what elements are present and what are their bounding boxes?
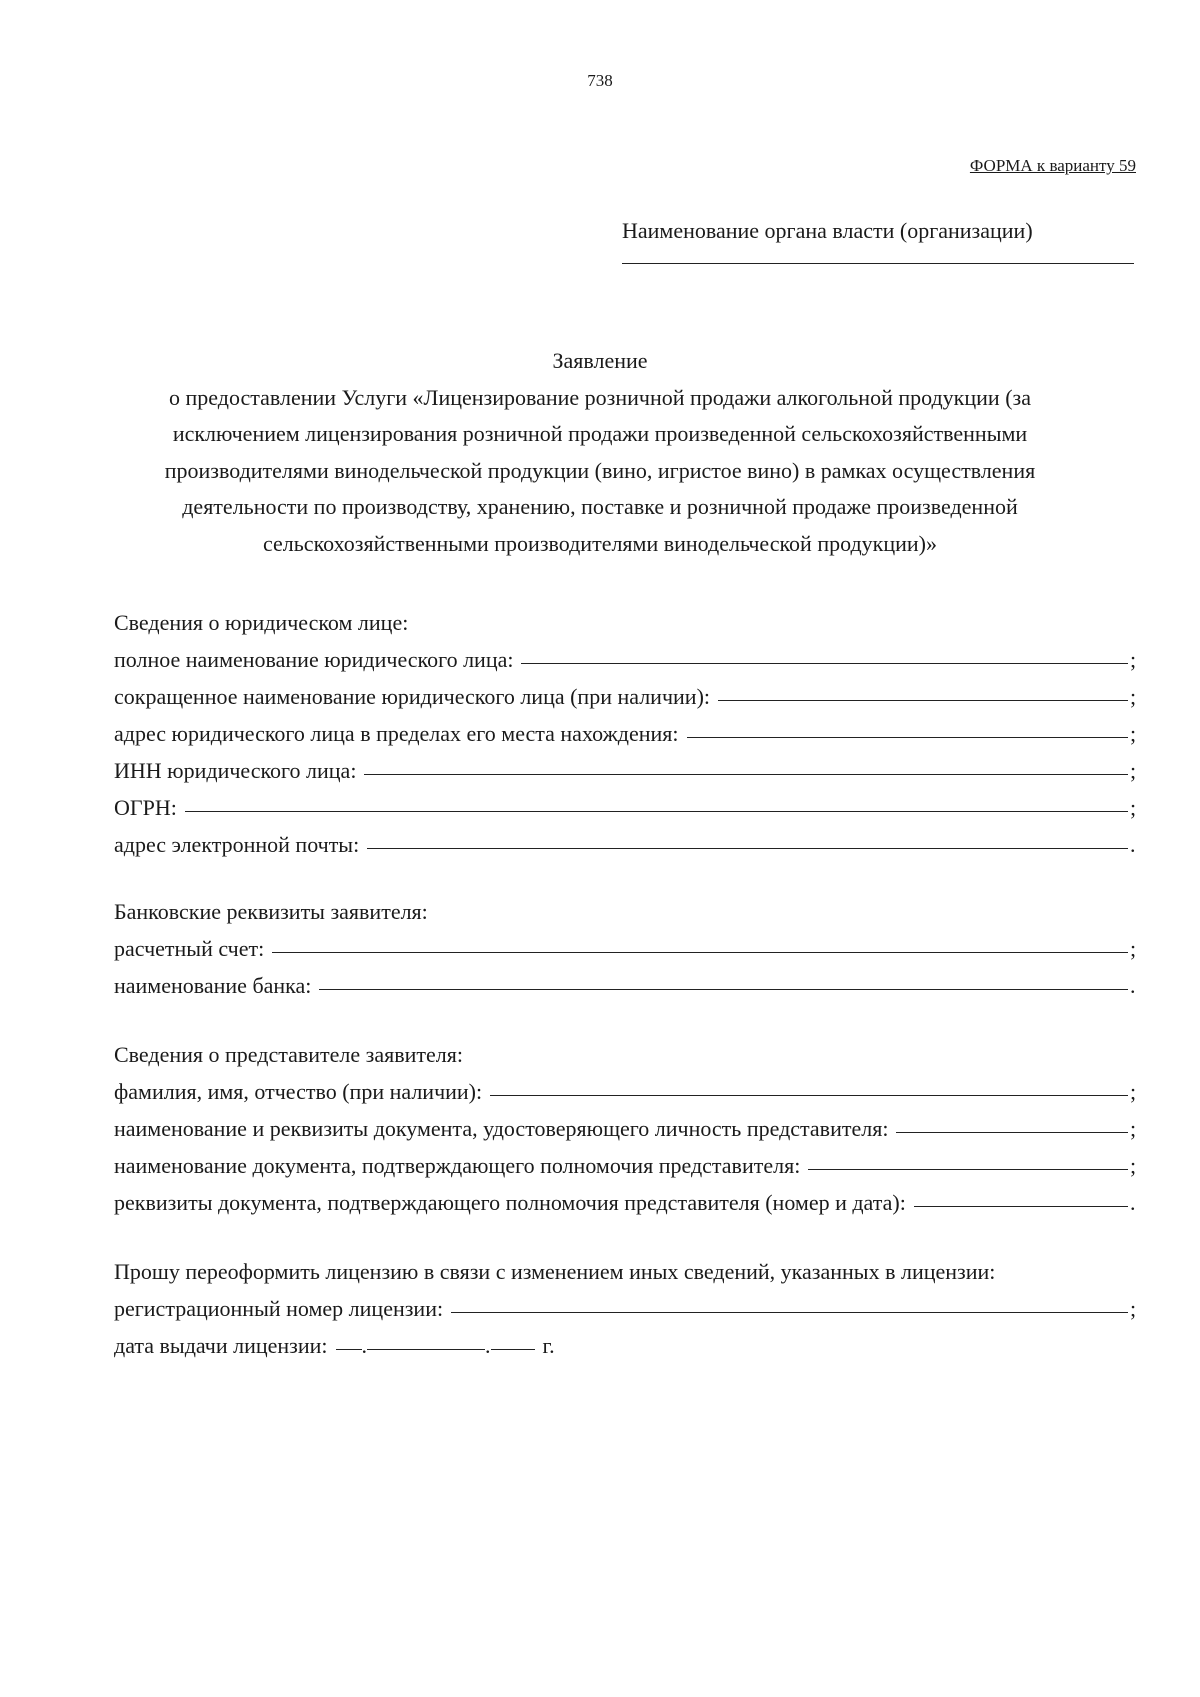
date-day-field[interactable] — [336, 1327, 362, 1350]
field-end: ; — [1130, 684, 1137, 709]
rep-name-row — [114, 1073, 1140, 1110]
application-title — [120, 343, 1080, 562]
email-row — [114, 826, 1140, 863]
title-line: о предоставлении Услуги «Лицензирование розничной продажи алкогольной продукции (за — [169, 384, 1031, 410]
account-field[interactable] — [272, 930, 1128, 953]
field-end: ; — [1130, 936, 1137, 961]
field-end: . — [1130, 1190, 1136, 1215]
field-label: фамилия, имя, отчество (при наличии): — [114, 1079, 483, 1104]
authority-label: Наименование органа власти (организации) — [622, 218, 1033, 243]
authority-block — [622, 216, 1134, 264]
address-field[interactable] — [687, 715, 1128, 738]
authority-name-field[interactable] — [622, 263, 1134, 264]
license-number-field[interactable] — [451, 1290, 1128, 1313]
title-line: сельскохозяйственными производителями винодельческой продукции)» — [263, 530, 937, 556]
request-section — [114, 1253, 1140, 1364]
bank-name-field[interactable] — [319, 967, 1128, 990]
title-heading: Заявление — [552, 348, 648, 373]
form-reference: ФОРМА к варианту 59 — [969, 156, 1136, 175]
field-label: сокращенное наименование юридического лица (при наличии): — [114, 684, 711, 709]
rep-authority-doc-row — [114, 1147, 1140, 1184]
section-heading: Сведения о представителе заявителя: — [114, 1042, 463, 1067]
field-label: ИНН юридического лица: — [114, 758, 357, 783]
rep-name-field[interactable] — [490, 1073, 1128, 1096]
rep-authority-details-field[interactable] — [914, 1184, 1128, 1207]
ogrn-row — [114, 789, 1140, 826]
email-field[interactable] — [367, 826, 1128, 849]
rep-id-doc-row — [114, 1110, 1140, 1147]
title-line: производителями винодельческой продукции (вино, игристое вино) в рамках осуществления — [164, 457, 1036, 483]
field-label: наименование документа, подтверждающего полномочия представителя: — [114, 1153, 801, 1178]
inn-row — [114, 752, 1140, 789]
inn-field[interactable] — [364, 752, 1128, 775]
field-label: дата выдачи лицензии: — [114, 1333, 328, 1358]
full-name-row — [114, 641, 1140, 678]
field-label: полное наименование юридического лица: — [114, 647, 514, 672]
bank-section — [114, 893, 1140, 1004]
short-name-field[interactable] — [718, 678, 1128, 701]
field-end: ; — [1130, 647, 1137, 672]
license-date-row — [114, 1327, 1140, 1364]
field-label: адрес электронной почты: — [114, 832, 360, 857]
date-separator: . — [361, 1333, 368, 1358]
field-end: ; — [1130, 758, 1137, 783]
address-row — [114, 715, 1140, 752]
rep-authority-doc-field[interactable] — [808, 1147, 1128, 1170]
license-number-row — [114, 1290, 1140, 1327]
field-end: ; — [1130, 1116, 1137, 1141]
section-heading: Прошу переоформить лицензию в связи с изменением иных сведений, указанных в лицензии: — [114, 1259, 996, 1284]
section-heading: Сведения о юридическом лице: — [114, 610, 409, 635]
year-suffix: г. — [542, 1333, 555, 1358]
page-number: 738 — [587, 71, 613, 90]
field-end: ; — [1130, 1153, 1137, 1178]
field-label: регистрационный номер лицензии: — [114, 1296, 444, 1321]
legal-entity-section — [114, 604, 1140, 863]
date-separator: . — [485, 1333, 491, 1358]
field-end: . — [1130, 973, 1136, 998]
field-end: . — [1130, 832, 1136, 857]
title-line: исключением лицензирования розничной продажи произведенной сельскохозяйственными — [172, 421, 1028, 446]
date-year-field[interactable] — [491, 1327, 535, 1350]
rep-id-doc-field[interactable] — [896, 1110, 1128, 1133]
representative-section — [114, 1036, 1140, 1221]
date-month-field[interactable] — [367, 1327, 485, 1350]
ogrn-field[interactable] — [185, 789, 1128, 812]
field-end: ; — [1130, 1296, 1137, 1321]
field-label: ОГРН: — [114, 795, 177, 820]
field-label: реквизиты документа, подтверждающего полномочия представителя (номер и дата): — [114, 1190, 906, 1215]
bank-name-row — [114, 967, 1140, 1004]
short-name-row — [114, 678, 1140, 715]
field-label: расчетный счет: — [114, 936, 265, 961]
field-label: наименование и реквизиты документа, удостоверяющего личность представителя: — [114, 1116, 889, 1141]
field-end: ; — [1130, 1079, 1137, 1104]
full-name-field[interactable] — [521, 641, 1128, 664]
field-label: наименование банка: — [114, 973, 312, 998]
field-label: адрес юридического лица в пределах его места нахождения: — [114, 721, 679, 746]
title-line: деятельности по производству, хранению, поставке и розничной продаже произведенной — [182, 494, 1018, 519]
field-end: ; — [1130, 721, 1137, 746]
section-heading: Банковские реквизиты заявителя: — [114, 899, 428, 924]
account-row — [114, 930, 1140, 967]
rep-authority-details-row — [114, 1184, 1140, 1221]
field-end: ; — [1130, 795, 1137, 820]
